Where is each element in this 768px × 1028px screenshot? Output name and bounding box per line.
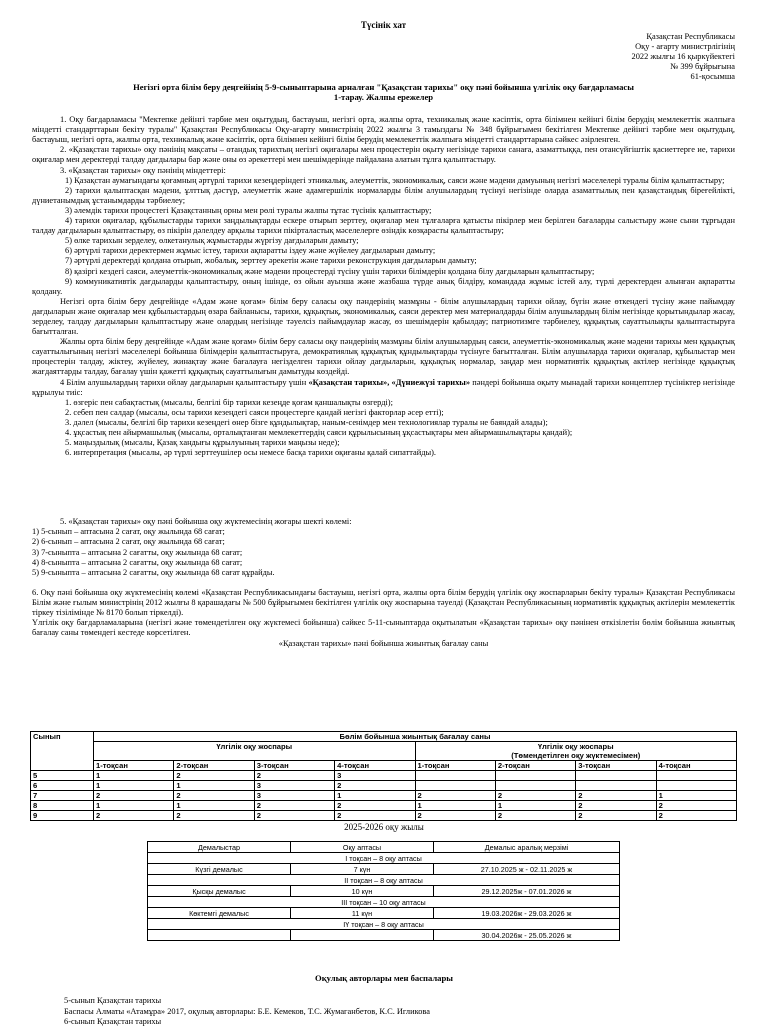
document-page — [32, 20, 735, 652]
table-header-row — [148, 842, 620, 853]
holiday-dates: 30.04.2026ж - 25.05.2026 ж — [434, 930, 620, 941]
quarter-row — [148, 853, 620, 864]
count-cell: 2 — [335, 811, 415, 821]
author-line: Баспасы Алматы «Атамұра» 2017, оқулық авторлары: Б.Е. Кемеков, Т.С. Жумаганбетов, К.С. Игликова — [64, 1006, 430, 1016]
holiday-name: Қысқы демалыс — [148, 886, 291, 897]
list-item: 1) Қазақстан аумағындағы қоғамның әртүрлі тарихи кезеңдеріндегі этникалық, әлеуметтік, экономикалық, саяси және мәдени дамуының негізгі мәселелері туралы білім қалыптастыру; — [65, 175, 725, 185]
list-item: 7) әртүрлі деректерді қолдана отырып, жобалық, зерттеу әрекетін және тарихи реконструкция дағдыларын дамыту; — [65, 256, 477, 266]
count-cell: 1 — [495, 801, 575, 811]
header-group: Бөлім бойынша жиынтық бағалау саны — [94, 732, 737, 742]
table-header-row — [31, 761, 737, 771]
header-plan-reduced: Үлгілік оқу жоспары (Төмендетілген оқу жүктемесімен) — [415, 742, 737, 761]
approval-line: Оқу - ағарту министрлігінің — [635, 42, 735, 52]
doc-title: Түсінік хат — [360, 20, 407, 30]
count-cell: 2 — [94, 811, 174, 821]
table-row — [31, 811, 737, 821]
list-item: 6) әртүрлі тарихи деректермен жұмыс істеу, тарихи ақпаратты іздеу және жүйелеу дағдыларын дамыту; — [65, 246, 436, 256]
count-cell: 2 — [254, 801, 334, 811]
header-quarter: 3-тоқсан — [254, 761, 334, 771]
count-cell — [656, 771, 736, 781]
count-cell: 1 — [94, 801, 174, 811]
list-item: 3) 7-сыныпта – аптасына 2 сағатты, оқу жылында 68 сағат; — [32, 547, 243, 557]
count-cell: 2 — [576, 801, 656, 811]
quarter-label: ІІІ тоқсан – 10 оқу аптасы — [148, 897, 620, 908]
header-class: Сынып — [31, 732, 94, 771]
header-quarter: 3-тоқсан — [576, 761, 656, 771]
header-quarter: 4-тоқсан — [656, 761, 736, 771]
list-item: 3. дәлел (мысалы, белгілі бір тарихи кезеңдегі өнер бізге құндылықтар, наным-сенімдер мен технологиялар туралы не баяндай алады); — [65, 417, 548, 427]
paragraph: Негізгі орта білім беру деңгейінде «Адам және қоғам» білім беру саласы оқу пәндерінің мазмұны - білім алушылардың тарихи ойлау, бүгін және өткендегі түсіну және пайымдау дағдыларын және оқиғалар мен құбылыстардың өзара байланысы, тарихи, құқықтық, экономикалық, саяси деректер мен материалдарды білім алушылардың білім негізінде қорытындылар жасау, зерделеу, талдау дағдыларын қалыптастыру және олардың негізінде тәуелсіз пайымдаулар жасау, өз шешімдерін қабылдау; патриотизмге тәрбиелеу, құқықтық сауаттылықты қалыптастыруға бағытталған. — [32, 296, 735, 337]
approval-stamp — [32, 32, 735, 82]
holiday-days: 10 күн — [291, 886, 434, 897]
count-cell: 2 — [174, 771, 254, 781]
list-item: 5) 9-сыныпта – аптасына 2 сағатты, оқу жылында 68 сағат құрайды. — [32, 567, 275, 577]
list-item: 5) өлке тарихын зерделеу, өлкетанулық жұмыстарды жүргізу дағдыларын дамыту; — [65, 236, 359, 246]
count-cell — [415, 781, 495, 791]
list-item: 4) 8-сыныпта – аптасына 2 сағатты, оқу жылында 68 сағат; — [32, 557, 243, 567]
class-cell: 5 — [31, 771, 94, 781]
table-row — [148, 908, 620, 919]
approval-line: Қазақстан Республикасы — [646, 32, 735, 42]
header-quarter: 1-тоқсан — [94, 761, 174, 771]
quarter-label: І тоқсан – 8 оқу аптасы — [148, 853, 620, 864]
table-row — [148, 930, 620, 941]
count-cell: 2 — [495, 791, 575, 801]
count-cell: 2 — [576, 811, 656, 821]
approval-line: 61-қосымша — [690, 72, 735, 82]
class-cell: 7 — [31, 791, 94, 801]
count-cell: 2 — [254, 811, 334, 821]
count-cell: 2 — [335, 801, 415, 811]
count-cell: 2 — [174, 791, 254, 801]
count-cell: 2 — [415, 791, 495, 801]
paragraph: 5. «Қазақстан тарихы» оқу пәні бойынша оқу жүктемесінің жоғары шекті көлемі: — [60, 517, 352, 527]
count-cell: 2 — [576, 791, 656, 801]
paragraph: Жалпы орта білім беру деңгейінде «Адам және қоғам» білім беру саласы оқу пәндерінің мазмұны білім алушылардың саяси, әлеуметтік-экономикалық және мәдени тарихы мен құқықтық сауаттылығының негізгі мәселелері бойынша білімдерін қалыптастыруға, демократиялық құқықтық құндылықтарды түсінуге бағытталған. Білім алушыларда тарихи оқиғалар, құбылыстар мен процестерін талдау, жіктеу, жүйелеу, жинақтау және бағалауға негізделген тарихи ойлау дағдыларын, құқықтық нормалар, заңдар мен нормативтік құқықтық актілер негізінде құқықтық жағдаяттарды талдау, бағалау үшін қажетті құқықтық сауаттылығын дамытуды көздейді. — [32, 337, 735, 377]
list-item: 2) 6-сынып – аптасына 2 сағат, оқу жылында 68 сағат; — [32, 537, 225, 547]
count-cell: 2 — [335, 781, 415, 791]
count-cell: 1 — [335, 791, 415, 801]
list-item: 3) әлемдік тарихи процестегі Қазақстанның орны мен рөлі туралы жалпы тұтас түсінік қалыптастыру; — [65, 205, 432, 215]
holiday-days: 11 күн — [291, 908, 434, 919]
holiday-dates: 19.03.2026ж - 29.03.2026 ж — [434, 908, 620, 919]
count-cell: 1 — [94, 771, 174, 781]
holiday-dates: 27.10.2025 ж - 02.11.2025 ж — [434, 864, 620, 875]
subject-names: «Қазақстан тарихы», «Дүниежүзі тарихы» — [308, 377, 471, 387]
authors-list — [64, 996, 430, 1028]
header-cell: Демалыс аралық мерзімі — [434, 842, 620, 853]
count-cell: 2 — [254, 771, 334, 781]
class-cell: 6 — [31, 781, 94, 791]
count-cell — [495, 771, 575, 781]
count-cell: 2 — [174, 811, 254, 821]
table-header-row — [31, 742, 737, 761]
author-line: 5-сынып Қазақстан тарихы — [64, 996, 162, 1005]
paragraph: 6. Оқу пәні бойынша оқу жүктемесінің көлемі «Қазақстан Республикасындағы бастауыш, негізгі орта, жалпы орта білім берудің үлгілік оқу жоспарларын бекіту туралы» Қазақстан Республикасы Білім және ғылым министрінің 2012 жылғы 8 қарашадағы № 500 бұйрығымен бекітілген үлгілік оқу жоспарына тәуелді (Қазақстан Республикасының нормативтік құқықтық актілерін мемлекеттік тіркеу тізілімінде № 8170 болып тіркелді). — [32, 587, 735, 618]
count-cell: 1 — [415, 801, 495, 811]
table-title: «Қазақстан тарихы» пәні бойынша жиынтық бағалау саны — [278, 639, 489, 649]
table-row — [31, 771, 737, 781]
list-item: 6. интерпретация (мысалы, әр түрлі зерттеушілер осы немесе басқа тарихи оқиғаны қалай сипаттайды). — [65, 448, 436, 458]
list-item: 4) тарихи оқиғалар, құбылыстарды тарихи заңдылықтарды ескере отырып зерттеу, оқиғалар мен тұлғаларға қатысты пікірлер мен берілген бағаларды салыстыру және сыни тұрғыдан талдау дағдыларын қалыптастыру, өз пікірін дәлелдеу арқылы тарихи пікірталастық мәселелерге өзіндік көзқарасты қалыптастыру; — [32, 216, 735, 236]
count-cell: 1 — [174, 801, 254, 811]
quarter-label: ІҮ тоқсан – 8 оқу аптасы — [148, 919, 620, 930]
holiday-name: Күзгі демалыс — [148, 864, 291, 875]
count-cell: 3 — [254, 791, 334, 801]
holidays-table — [147, 841, 620, 941]
tasks-list — [32, 176, 735, 297]
header-cell: Оқу аптасы — [291, 842, 434, 853]
header-cell: Демалыстар — [148, 842, 291, 853]
count-cell — [415, 771, 495, 781]
count-cell — [495, 781, 575, 791]
count-cell: 2 — [656, 811, 736, 821]
list-item: 1) 5-сынып – аптасына 2 сағат, оқу жылында 68 сағат; — [32, 527, 225, 537]
header-quarter: 4-тоқсан — [335, 761, 415, 771]
paragraph — [32, 378, 735, 398]
list-item: 9) коммуникативтік дағдыларды қалыптастыру, оның ішінде, өз ойын ауызша және жазбаша түрде анық білдіру, командада жұмыс істей алу, түрлі деректерден алынған ақпаратты қолдану. — [32, 276, 735, 296]
chapter-heading: 1-тарау. Жалпы ережелер — [333, 92, 434, 103]
table-row — [31, 791, 737, 801]
table-row — [31, 801, 737, 811]
count-cell: 2 — [495, 811, 575, 821]
count-cell — [656, 781, 736, 791]
list-item: 2. себеп пен салдар (мысалы, осы тарихи кезеңдегі саяси процестерге қандай негізгі факторлар әсер етті); — [65, 407, 444, 417]
table-row — [31, 781, 737, 791]
paragraph: Үлгілік оқу бағдарламаларына (негізгі және төмендетілген оқу жүктемесі бойынша) сәйкес 5-11-сыныптарда оқытылатын «Қазақстан тарихы» оқу пәнінен өткізілетін бөлім бойынша жиынтық бағалау саны төмендегі кестеде көрсетілген. — [32, 618, 735, 638]
list-item: 4. ұқсастық пен айырмашылық (мысалы, орталықтанған мемлекеттердің саяси құрылысының ұқсастықтары мен айырмашылықтары қандай); — [65, 428, 573, 437]
paragraph-text: пәндері бойынша оқыту мынадай тарихи концептлер түсініктер негізінде құрылуы тиіс: — [32, 377, 735, 397]
list-item: 5. маңыздылық (мысалы, Қазақ хандығы құрылуының тарихи маңызы неде); — [65, 438, 340, 448]
program-heading: Негізгі орта білім беру деңгейінің 5-9-сыныптарына арналған "Қазақстан тарихы" оқу пәні бойынша үлгілік оқу бағдарламасы — [133, 82, 634, 93]
list-item: 1. өзгеріс пен сабақтастық (мысалы, белгілі бір тарихи кезеңде қоғам қаншалықты өзгерді); — [65, 397, 393, 407]
table-row — [148, 864, 620, 875]
school-year-title: 2025-2026 оқу жылы — [344, 822, 424, 832]
table-row — [148, 886, 620, 897]
paragraph: 1. Оқу бағдарламасы "Мектепке дейінгі тәрбие мен оқытудың, бастауыш, негізгі орта, жалпы орта, техникалық және кәсіптік, орта білімнен кейінгі білім берудің мемлекеттік жалпыға міндетті стандарттарын бекіту туралы" Қазақстан Республикасы Оқу-ағарту министрінің 2022 жылғы 3 тамыздағы № 348 бұйрығымен бекітілген Мектепке дейінгі тәрбие мен оқытудың, бастауыш, негізгі орта, жалпы орта, техникалық және кәсіптік, орта білімнен кейінгі білім берудің мемлекеттік жалпыға міндетті стандарттарына сәйкес әзірленген. — [32, 115, 735, 145]
approval-line: № 399 бұйрығына — [670, 62, 735, 72]
assessment-table — [30, 731, 737, 821]
header-quarter: 2-тоқсан — [495, 761, 575, 771]
class-cell: 8 — [31, 801, 94, 811]
list-item: 8) қазіргі кездегі саяси, әлеуметтік-экономикалық және мәдени процестерді түсіну үшін тарихи білімдерін қолдана білу дағдыларын қалыптастыру; — [65, 266, 595, 276]
header-quarter: 2-тоқсан — [174, 761, 254, 771]
paragraph-text: 4 Білім алушылардың тарихи ойлау дағдыларын қалыптастыру үшін — [60, 377, 309, 387]
count-cell: 3 — [254, 781, 334, 791]
authors-title: Оқулық авторлары мен баспалары — [315, 973, 453, 983]
count-cell: 3 — [335, 771, 415, 781]
quarter-row — [148, 897, 620, 908]
count-cell: 2 — [415, 811, 495, 821]
quarter-label: ІІ тоқсан – 8 оқу аптасы — [148, 875, 620, 886]
list-item: 2) тарихи қалыптасқан мәдени, ұлттық дәстүр, әлеуметтік және адамгершілік нормаларды білім алушылардың түсінуі негізінде оларда азаматтылық пен қазақстандық біреғейлікті, дүниетанымдық ұстанымдарды тәрбиелеу; — [32, 185, 735, 205]
quarter-row — [148, 919, 620, 930]
holiday-name: Көктемгі демалыс — [148, 908, 291, 919]
table-header-row — [31, 732, 737, 742]
concepts-list — [32, 398, 735, 459]
count-cell — [576, 771, 656, 781]
header-plan-standard: Үлгілік оқу жоспары — [94, 742, 416, 761]
load-list — [32, 527, 735, 577]
count-cell — [576, 781, 656, 791]
quarter-row — [148, 875, 620, 886]
class-cell: 9 — [31, 811, 94, 821]
paragraph: 2. «Қазақстан тарихы» оқу пәнінің мақсаты – отандық тарихтың негізгі оқиғалары мен процестерін оқыту негізінде тарихи санаға, азаматтыққа, пен отансүйгіштік қасиеттерге ие, тарихи оқиғалар мен деректерді талдау дағдылары бар және оны өз әрекеттері мен шешімдерінде пайдалана алатын тұлға қалыптастыру. — [32, 145, 735, 165]
count-cell: 1 — [94, 781, 174, 791]
count-cell: 1 — [174, 781, 254, 791]
paragraph: 3. «Қазақстан тарихы» оқу пәнінің міндеттері: — [60, 165, 226, 175]
approval-line: 2022 жылғы 16 қыркүйектегі — [631, 52, 735, 62]
count-cell: 2 — [656, 801, 736, 811]
holiday-name — [148, 930, 291, 941]
count-cell: 2 — [94, 791, 174, 801]
author-line: 6-сынып Қазақстан тарихы — [64, 1017, 162, 1026]
holiday-days: 7 күн — [291, 864, 434, 875]
holiday-days — [291, 930, 434, 941]
count-cell: 1 — [656, 791, 736, 801]
holiday-dates: 29.12.2025ж - 07.01.2026 ж — [434, 886, 620, 897]
header-quarter: 1-тоқсан — [415, 761, 495, 771]
